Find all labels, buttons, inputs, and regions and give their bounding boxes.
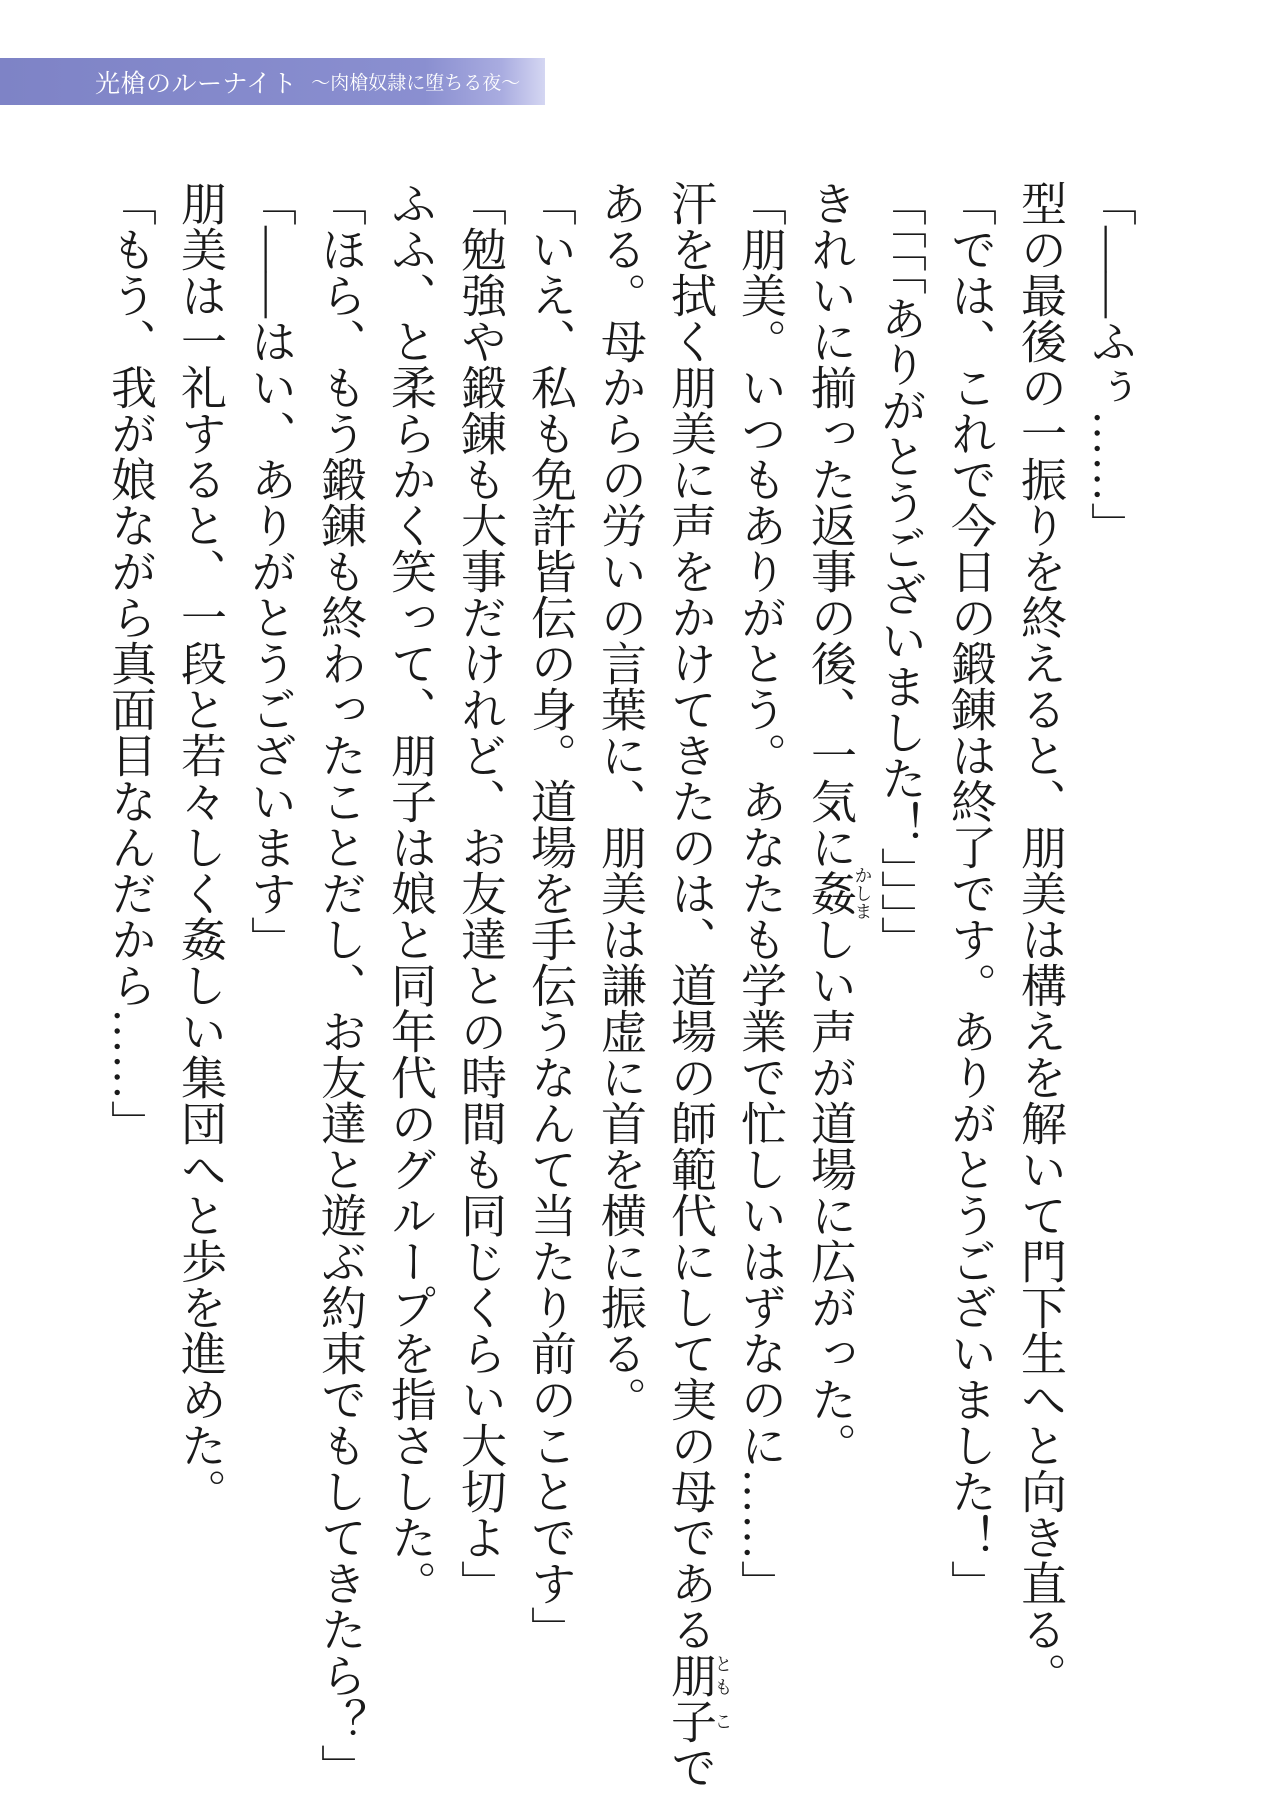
- text-segment: きれいに揃った返事の後、一気に: [805, 180, 856, 870]
- text-column: 「朋美。いつもありがとう。あなたも学業で忙しいはずなのに……」: [735, 180, 786, 1606]
- ruby-annotation: [805, 866, 873, 920]
- text-column: 「いえ、私も免許皆伝の身。道場を手伝うなんて当たり前のことです」: [525, 180, 576, 1652]
- text-column: 「ほら、もう鍛錬も終わったことだし、お友達と遊ぶ約束でもしてきたら？」: [315, 180, 366, 1790]
- ruby-reading: こ: [712, 1698, 733, 1744]
- ruby-reading: とも: [712, 1652, 733, 1698]
- ruby-annotation: [665, 1698, 733, 1744]
- text-column: 「「「「ありがとうございました！」」」」: [875, 180, 926, 962]
- text-segment: 汗を拭く朋美に声をかけてきたのは、道場の師範代にして実の母である: [665, 180, 716, 1652]
- text-column: 「もう、我が娘ながら真面目なんだから……」: [105, 180, 156, 1146]
- text-segment: しい声が道場に広がった。: [805, 916, 856, 1468]
- running-header: [0, 58, 545, 105]
- text-column: 「――はい、ありがとうございます」: [245, 180, 296, 962]
- text-column: 型の最後の一振りを終えると、朋美は構えを解いて門下生へと向き直る。: [1015, 180, 1066, 1698]
- text-column: 「――ふぅ……」: [1085, 180, 1136, 548]
- text-column: ふふ、と柔らかく笑って、朋子は娘と同年代のグループを指さした。: [385, 180, 436, 1606]
- text-column: 「では、これで今日の鍛錬は終了です。ありがとうございました！」: [945, 180, 996, 1606]
- text-column: 「勉強や鍛錬も大事だけれど、お友達との時間も同じくらい大切よ」: [455, 180, 506, 1606]
- text-segment: で: [665, 1744, 716, 1790]
- book-title: 光槍のルーナイト: [95, 70, 298, 98]
- ruby-base: 姦: [805, 866, 856, 920]
- ruby-base: 子: [665, 1698, 716, 1744]
- ruby-base: 朋: [665, 1652, 716, 1698]
- text-column: 朋美は一礼すると、一段と若々しく姦しい集団へと歩を進めた。: [175, 180, 226, 1514]
- ruby-annotation: [665, 1652, 733, 1698]
- text-column: ある。母からの労いの言葉に、朋美は謙虚に首を横に振る。: [595, 180, 646, 1422]
- book-subtitle: 〜肉槍奴隷に堕ちる夜〜: [311, 73, 521, 94]
- ruby-reading: かしま: [852, 866, 873, 920]
